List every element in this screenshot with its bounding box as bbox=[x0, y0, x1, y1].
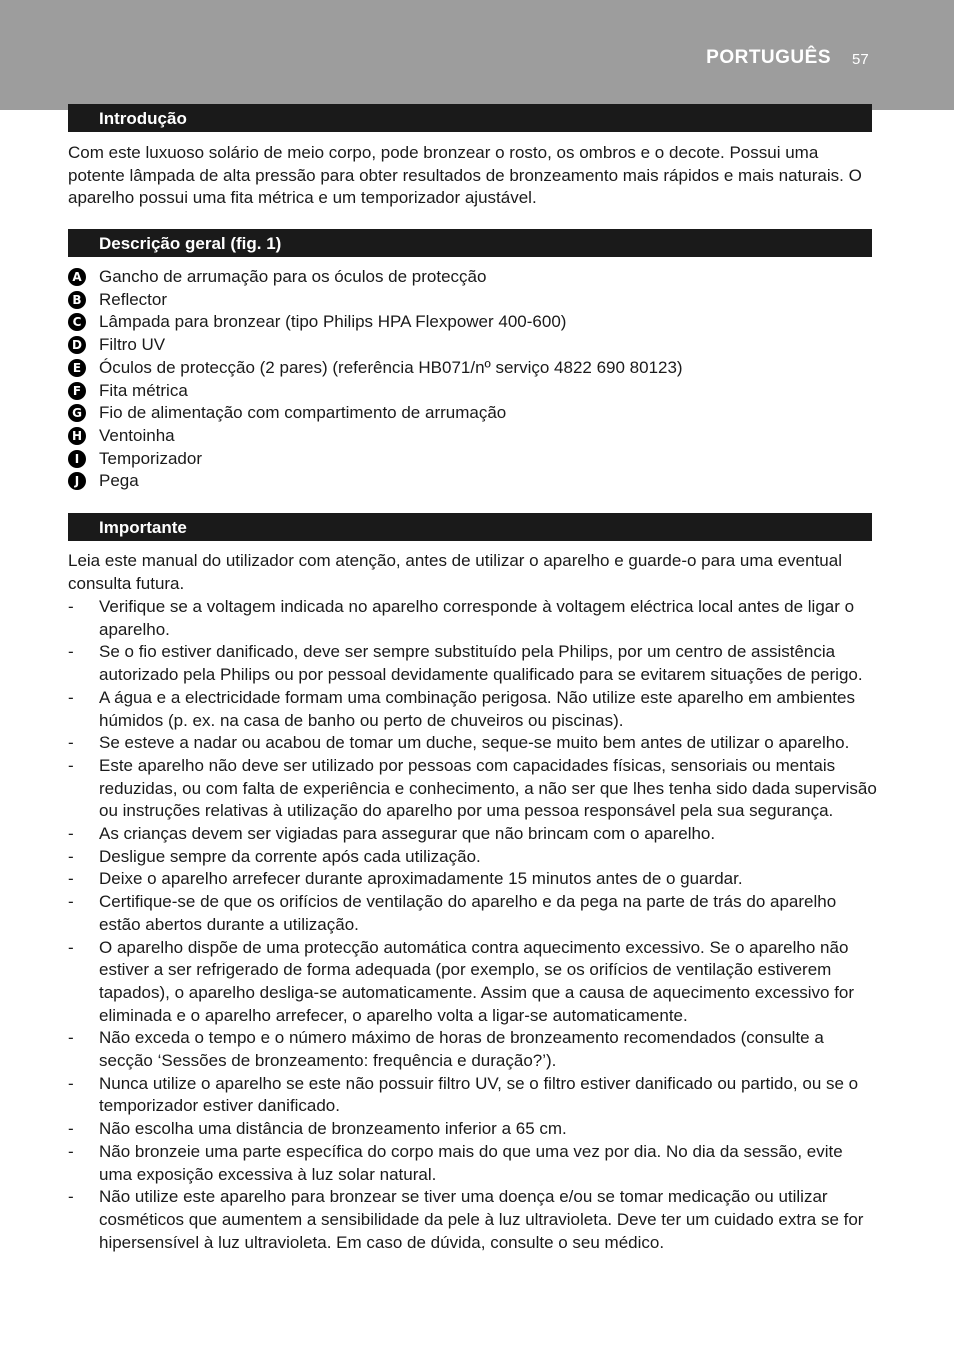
section-header-overview: Descrição geral (fig. 1) bbox=[68, 229, 872, 257]
warning-text: O aparelho dispõe de uma protecção automática contra aquecimento excessivo. Se o aparelho não estiver a ser refrigerado de forma adequada (por exemplo, se os orifícios de ventilação estiverem tapados), o aparelho desliga-se automaticamente. Assim que a causa de aquecimento excessivo for eliminada e o aparelho arrefecer, o aparelho volta a ligar-se automaticamente. bbox=[99, 937, 855, 1025]
warning-item bbox=[68, 823, 878, 846]
warning-text: A água e a electricidade formam uma combinação perigosa. Não utilize este aparelho em ambientes húmidos (p. ex. na casa de banho ou perto de chuveiros ou piscinas). bbox=[99, 687, 855, 730]
warning-text: Se o fio estiver danificado, deve ser sempre substituído pela Philips, por um centro de assistência autorizado pela Philips ou por pessoal devidamente qualificado para se evitarem situações de perigo. bbox=[99, 642, 863, 685]
warning-item bbox=[68, 755, 878, 823]
important-intro: Leia este manual do utilizador com atenção, antes de utilizar o aparelho e guarde-o para uma eventual consulta futura. bbox=[68, 551, 842, 593]
dash-bullet: - bbox=[68, 937, 74, 957]
overview-item-text: Óculos de protecção (2 pares) (referência HB071/nº serviço 4822 690 80123) bbox=[99, 357, 683, 377]
warning-text: Não escolha uma distância de bronzeamento inferior a 65 cm. bbox=[99, 1119, 567, 1139]
letter-badge: E bbox=[68, 359, 86, 377]
warning-item bbox=[68, 868, 878, 891]
warning-item bbox=[68, 641, 878, 686]
section-header-intro: Introdução bbox=[68, 104, 872, 132]
overview-item bbox=[68, 470, 878, 493]
warning-text: Deixe o aparelho arrefecer durante aproximadamente 15 minutos antes de o guardar. bbox=[99, 869, 743, 889]
warning-text: Certifique-se de que os orifícios de ventilação do aparelho e da pega na parte de trás do aparelho estão abertos durante a utilização. bbox=[99, 892, 837, 934]
overview-item bbox=[68, 448, 878, 471]
letter-badge: D bbox=[68, 336, 86, 354]
overview-item bbox=[68, 425, 878, 448]
letter-badge: B bbox=[68, 291, 86, 309]
overview-item bbox=[68, 334, 878, 357]
overview-item bbox=[68, 289, 878, 312]
overview-item bbox=[68, 380, 878, 403]
warning-text: Não exceda o tempo e o número máximo de horas de bronzeamento recomendados (consulte a secção ‘Sessões de bronzeamento: frequência e duração?’). bbox=[99, 1028, 824, 1071]
warning-item bbox=[68, 1073, 878, 1118]
dash-bullet: - bbox=[68, 642, 74, 662]
overview-item bbox=[68, 266, 878, 289]
overview-item-text: Gancho de arrumação para os óculos de protecção bbox=[99, 267, 487, 286]
section-header-important: Importante bbox=[68, 513, 872, 541]
warning-item bbox=[68, 732, 878, 755]
dash-bullet: - bbox=[68, 755, 74, 775]
overview-item bbox=[68, 357, 878, 380]
dash-bullet: - bbox=[68, 1119, 74, 1139]
language-title: PORTUGUÊS bbox=[706, 47, 831, 68]
dash-bullet: - bbox=[68, 687, 74, 707]
letter-badge: F bbox=[68, 382, 86, 400]
overview-list bbox=[68, 266, 878, 493]
warning-text: Este aparelho não deve ser utilizado por pessoas com capacidades físicas, sensoriais ou mentais reduzidas, ou com falta de experiência e conhecimento, a não ser que lhes tenha sido dada supervisão ou instruções relativas à utilização do aparelho por uma pessoa responsável pela sua segurança. bbox=[99, 755, 877, 821]
letter-badge: J bbox=[68, 472, 86, 490]
overview-item bbox=[68, 311, 878, 334]
intro-paragraph: Com este luxuoso solário de meio corpo, pode bronzear o rosto, os ombros e o decote. Possui uma potente lâmpada de alta pressão para obter resultados de bronzeamento mais rápidos e mais naturais. O aparelho possui uma fita métrica e um temporizador ajustável. bbox=[68, 143, 862, 208]
warning-item bbox=[68, 846, 878, 869]
overview-item bbox=[68, 402, 878, 425]
warning-item bbox=[68, 1118, 878, 1141]
dash-bullet: - bbox=[68, 846, 74, 866]
overview-item-text: Fita métrica bbox=[99, 380, 188, 400]
letter-badge: G bbox=[68, 404, 86, 422]
overview-item-text: Pega bbox=[99, 471, 139, 491]
overview-item-text: Ventoinha bbox=[99, 425, 175, 445]
dash-bullet: - bbox=[68, 824, 74, 844]
overview-item-text: Fio de alimentação com compartimento de arrumação bbox=[99, 403, 507, 423]
important-list bbox=[68, 596, 878, 1254]
overview-item-text: Lâmpada para bronzear (tipo Philips HPA Flexpower 400-600) bbox=[99, 312, 567, 332]
dash-bullet: - bbox=[68, 597, 74, 616]
warning-text: Nunca utilize o aparelho se este não possuir filtro UV, se o filtro estiver danificado ou partido, ou se o temporizador estiver danificado. bbox=[99, 1073, 859, 1116]
letter-badge: A bbox=[68, 268, 86, 286]
warning-item bbox=[68, 596, 878, 641]
warning-item bbox=[68, 1141, 878, 1186]
warning-text: Não utilize este aparelho para bronzear se tiver uma doença e/ou se tomar medicação ou utilizar cosméticos que aumentem a sensibilidade da pele à luz ultravioleta. Deve ter um cuidado extra se for hipersensível à luz ultravioleta. Em caso de dúvida, consulte o seu médico. bbox=[99, 1187, 864, 1252]
dash-bullet: - bbox=[68, 733, 74, 753]
dash-bullet: - bbox=[68, 1187, 74, 1207]
letter-badge: H bbox=[68, 427, 86, 445]
letter-badge: I bbox=[68, 450, 86, 468]
warning-item bbox=[68, 1027, 878, 1072]
warning-text: Não bronzeie uma parte específica do corpo mais do que uma vez por dia. No dia da sessão, evite uma exposição excessiva à luz solar natural. bbox=[99, 1141, 843, 1184]
dash-bullet: - bbox=[68, 892, 74, 912]
warning-item bbox=[68, 937, 878, 1028]
overview-item-text: Temporizador bbox=[99, 448, 202, 468]
warning-item bbox=[68, 1186, 878, 1254]
overview-item-text: Reflector bbox=[99, 289, 168, 309]
warning-text: Verifique se a voltagem indicada no aparelho corresponde à voltagem eléctrica local antes de ligar o aparelho. bbox=[99, 597, 855, 639]
page-number: 57 bbox=[852, 51, 869, 68]
dash-bullet: - bbox=[68, 869, 74, 889]
overview-item-text: Filtro UV bbox=[99, 335, 166, 355]
warning-item bbox=[68, 687, 878, 732]
dash-bullet: - bbox=[68, 1141, 74, 1161]
dash-bullet: - bbox=[68, 1028, 74, 1048]
header-band bbox=[0, 0, 954, 110]
warning-item bbox=[68, 891, 878, 936]
warning-text: Desligue sempre da corrente após cada utilização. bbox=[99, 846, 481, 866]
dash-bullet: - bbox=[68, 1073, 74, 1093]
warning-text: Se esteve a nadar ou acabou de tomar um duche, seque-se muito bem antes de utilizar o aparelho. bbox=[99, 733, 850, 753]
warning-text: As crianças devem ser vigiadas para assegurar que não brincam com o aparelho. bbox=[99, 824, 716, 844]
letter-badge: C bbox=[68, 313, 86, 331]
